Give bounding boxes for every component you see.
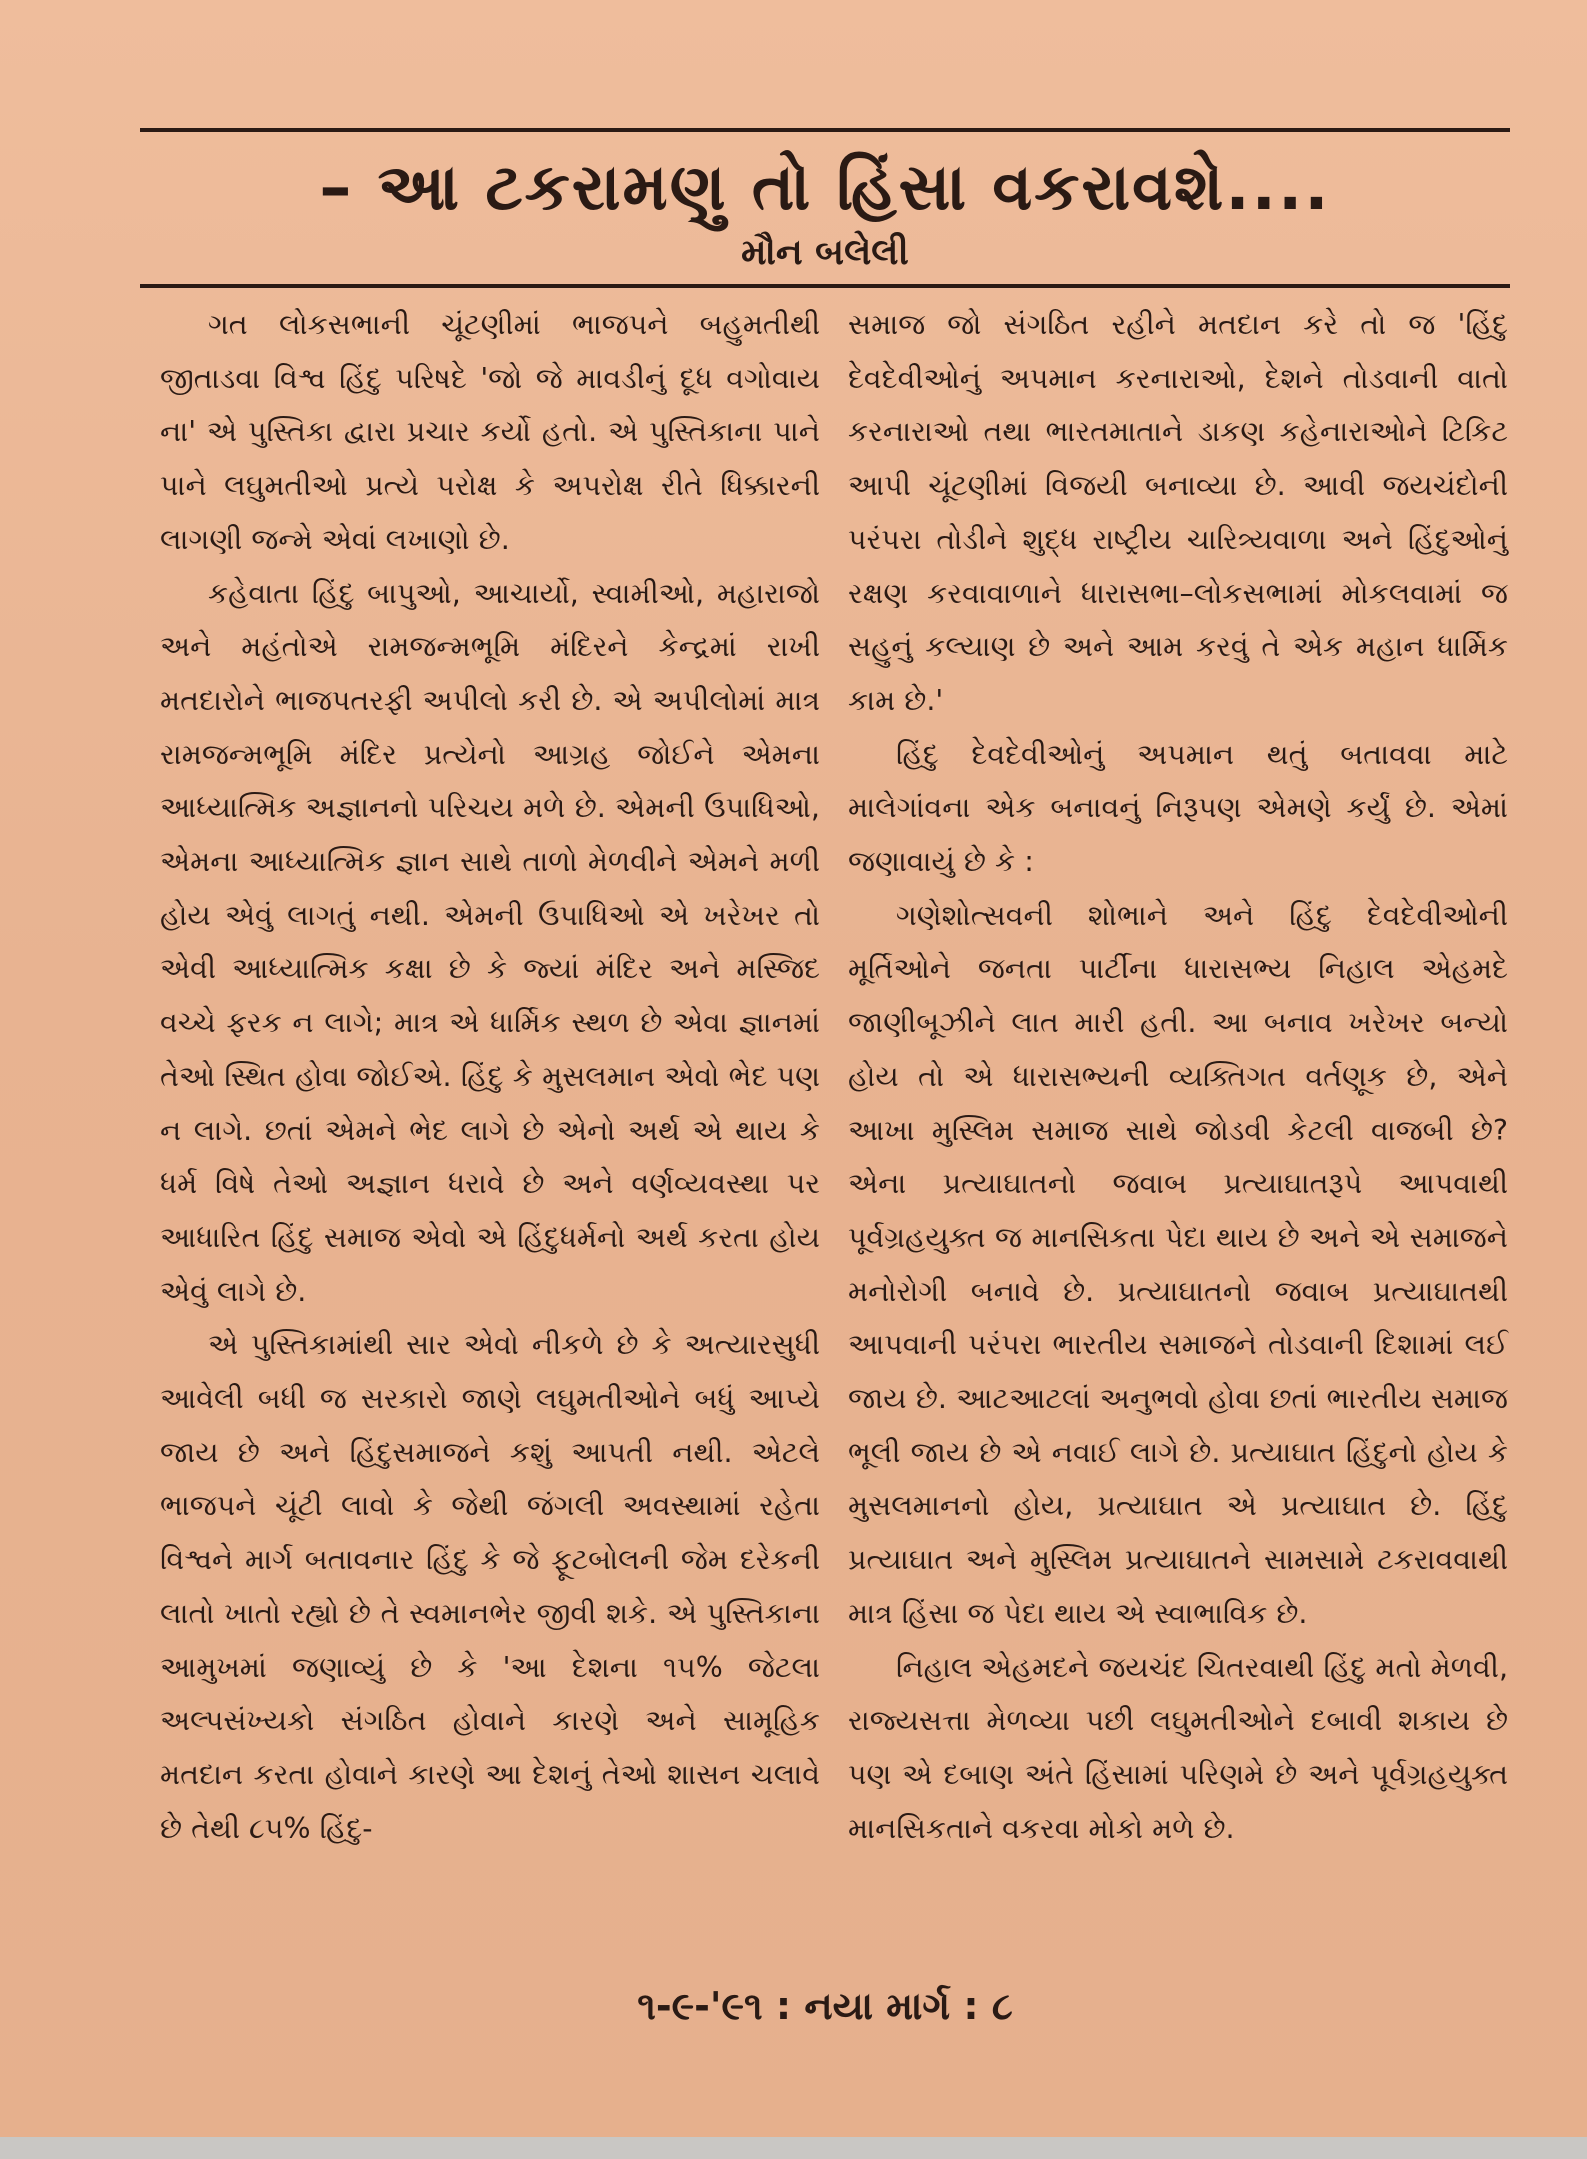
article-byline: મૌન બલેલી: [741, 232, 909, 273]
right-column: [848, 298, 1508, 1855]
article-title: – આ ટકરામણુ તો હિંસા વકરાવશે....: [319, 151, 1331, 225]
scan-edge: [0, 2137, 1587, 2159]
title-divider: [140, 284, 1510, 288]
paragraph: હિંદુ દેવદેવીઓનું અપમાન થતું બતાવવા માટે માલેગાંવના એક બનાવનું નિરૂપણ એમણે કર્યું છે. એમાં જણાવાયું છે કે :: [848, 737, 1508, 879]
paragraph: એ પુસ્તિકામાંથી સાર એવો નીકળે છે કે અત્યારસુધી આવેલી બધી જ સરકારો જાણે લઘુમતીઓને બધું આપ્યે જાય છે અને હિંદુસમાજને કશું આપતી નથી. એટલે ભાજપને ચૂંટી લાવો કે જેથી જંગલી અવસ્થામાં રહેતા વિશ્વને માર્ગ બતાવનાર હિંદુ કે જે ફૂટબોલની જેમ દરેકની લાતો ખાતો રહ્યો છે તે સ્વમાનભેર જીવી શકે. એ પુસ્તિકાના આમુખમાં જણાવ્યું છે કે 'આ દેશના ૧૫% જેટલા અલ્પસંખ્યકો સંગઠિત હોવાને કારણે અને સામૂહિક મતદાન કરતા હોવાને કારણે આ દેશનું તેઓ શાસન ચલાવે છે તેથી ૮૫% હિંદુ-: [160, 1328, 820, 1845]
left-column: [160, 298, 820, 1855]
paragraph: ગણેશોત્સવની શોભાને અને હિંદુ દેવદેવીઓની મૂર્તિઓને જનતા પાર્ટીના ધારાસભ્ય નિહાલ એહમદે જાણીબૂઝીને લાત મારી હતી. આ બનાવ ખરેખર બન્યો હોય તો એ ધારાસભ્યની વ્યક્તિગત વર્તણૂક છે, એને આખા મુસ્લિમ સમાજ સાથે જોડવી કેટલી વાજબી છે? એના પ્રત્યાઘાતનો જવાબ પ્રત્યાઘાતરૂપે આપવાથી પૂર્વગ્રહયુક્ત જ માનસિકતા પેદા થાય છે અને એ સમાજને મનોરોગી બનાવે છે. પ્રત્યાઘાતનો જવાબ પ્રત્યાઘાતથી આપવાની પરંપરા ભારતીય સમાજને તોડવાની દિશામાં લઈ જાય છે. આટઆટલાં અનુભવો હોવા છતાં ભારતીય સમાજ ભૂલી જાય છે એ નવાઈ લાગે છે. પ્રત્યાઘાત હિંદુનો હોય કે મુસલમાનનો હોય, પ્રત્યાઘાત એ પ્રત્યાઘાત છે. હિંદુ પ્રત્યાઘાત અને મુસ્લિમ પ્રત્યાઘાતને સામસામે ટકરાવવાથી માત્ર હિંસા જ પેદા થાય એ સ્વાભાવિક છે.: [848, 898, 1508, 1630]
paragraph: કહેવાતા હિંદુ બાપુઓ, આચાર્યો, સ્વામીઓ, મહારાજો અને મહંતોએ રામજન્મભૂમિ મંદિરને કેન્દ્રમાં રાખી મતદારોને ભાજપતરફી અપીલો કરી છે. એ અપીલોમાં માત્ર રામજન્મભૂમિ મંદિર પ્રત્યેનો આગ્રહ જોઈને એમના આધ્યાત્મિક અજ્ઞાનનો પરિચય મળે છે. એમની ઉપાધિઓ, એમના આધ્યાત્મિક જ્ઞાન સાથે તાળો મેળવીને એમને મળી હોય એવું લાગતું નથી. એમની ઉપાધિઓ એ ખરેખર તો એવી આધ્યાત્મિક કક્ષા છે કે જ્યાં મંદિર અને મસ્જિદ વચ્ચે ફરક ન લાગે; માત્ર એ ધાર્મિક સ્થળ છે એવા જ્ઞાનમાં તેઓ સ્થિત હોવા જોઈએ. હિંદુ કે મુસલમાન એવો ભેદ પણ ન લાગે. છતાં એમને ભેદ લાગે છે એનો અર્થ એ થાય કે ધર્મ વિષે તેઓ અજ્ઞાન ધરાવે છે અને વર્ણવ્યવસ્થા પર આધારિત હિંદુ સમાજ એવો એ હિંદુધર્મનો અર્થ કરતા હોય એવું લાગે છે.: [160, 576, 820, 1308]
paragraph: સમાજ જો સંગઠિત રહીને મતદાન કરે તો જ 'હિંદુ દેવદેવીઓનું અપમાન કરનારાઓ, દેશને તોડવાની વાતો કરનારાઓ તથા ભારતમાતાને ડાકણ કહેનારાઓને ટિકિટ આપી ચૂંટણીમાં વિજયી બનાવ્યા છે. આવી જયચંદોની પરંપરા તોડીને શુદ્ધ રાષ્ટ્રીય ચારિત્ર્યવાળા અને હિંદુઓનું રક્ષણ કરવાવાળાને ધારાસભા–લોકસભામાં મોકલવામાં જ સહુનું કલ્યાણ છે અને આમ કરવું તે એક મહાન ધાર્મિક કામ છે.': [848, 308, 1508, 717]
paragraph: ગત લોકસભાની ચૂંટણીમાં ભાજપને બહુમતીથી જીતાડવા વિશ્વ હિંદુ પરિષદે 'જો જે માવડીનું દૂધ વગોવાય ના' એ પુસ્તિકા દ્વારા પ્રચાર કર્યો હતો. એ પુસ્તિકાના પાને પાને લઘુમતીઓ પ્રત્યે પરોક્ષ કે અપરોક્ષ રીતે ધિક્કારની લાગણી જન્મે એવાં લખાણો છે.: [160, 308, 820, 556]
top-rule: [140, 128, 1510, 132]
paragraph: નિહાલ એહમદને જયચંદ ચિતરવાથી હિંદુ મતો મેળવી, રાજ્યસત્તા મેળવ્યા પછી લઘુમતીઓને દબાવી શકાય છે પણ એ દબાણ અંતે હિંસામાં પરિણમે છે અને પૂર્વગ્રહયુક્ત માનસિકતાને વકરવા મોકો મળે છે.: [848, 1650, 1508, 1845]
page-footer: ૧-૯-'૯૧ : નયા માર્ગ : ૮: [637, 1984, 1013, 2028]
